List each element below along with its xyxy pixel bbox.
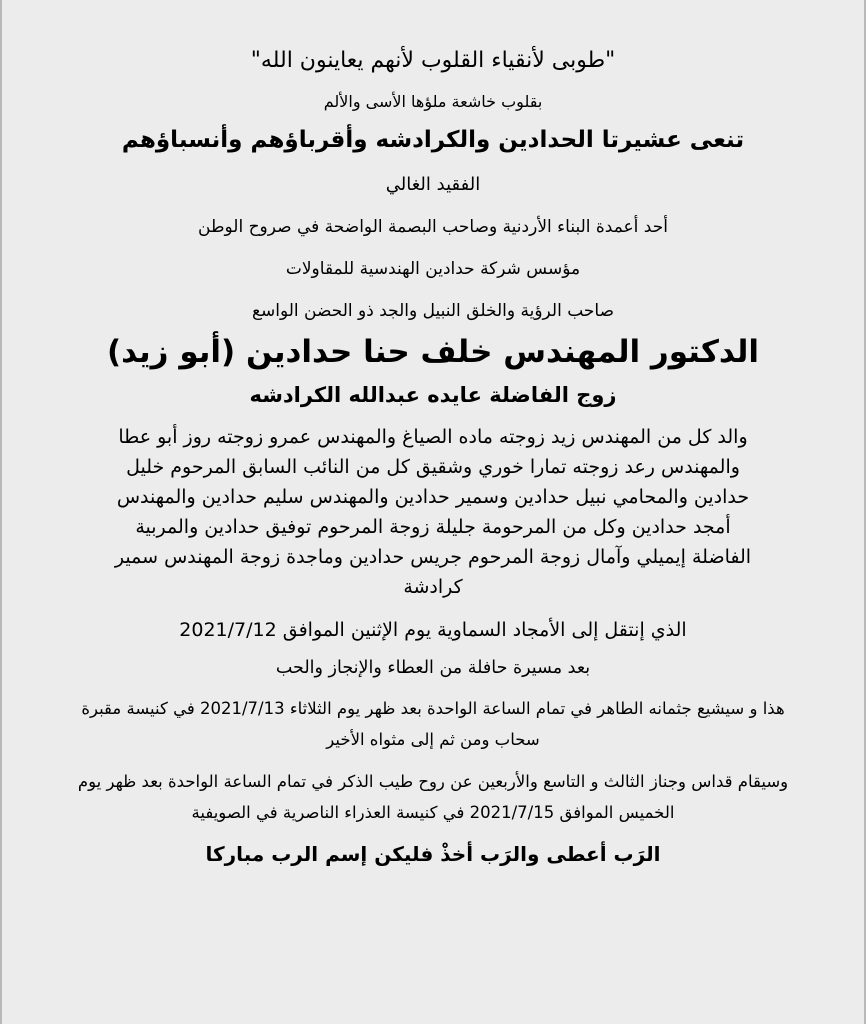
funeral-procession-line: هذا و سيشيع جثمانه الطاهر في تمام الساعة الواحدة بعد ظهر يوم الثلاثاء 2021/7/13 في كنيسة مقبرة سحاب ومن ثم إلى مثواه الأخير bbox=[81, 699, 785, 749]
legacy-line: بعد مسيرة حافلة من العطاء والإنجاز والحب bbox=[275, 658, 591, 678]
deceased-name-heading: الدكتور المهندس خلف حنا حدادين (أبو زيد) bbox=[106, 334, 760, 370]
family-relations-paragraph: والد كل من المهندس زيد زوجته ماده الصياغ والمهندس عمرو زوجته روز أبو عطا والمهندس رعد زوجته تمارا خوري وشقيق كل من النائب السابق المرحوم خليل حدادين والمحامي نبيل حدادين وسمير حدادين والمهندس سليم حدادين والمهندس أمجد حدادين وكل من المرحومة جليلة زوجة المرحوم توفيق حدادين والمربية الفاضلة إيميلي وآمال زوجة المرحوم جريس حدادين وماجدة زوجة المهندس سمير كرادشة bbox=[114, 426, 752, 598]
memorial-mass-line: وسيقام قداس وجناز الثالث و التاسع والأربعين عن روح طيب الذكر في تمام الساعة الواحدة بعد ظهر يوم الخميس الموافق 2021/7/15 في كنيسة العذراء الناصرية في الصويفية bbox=[77, 772, 789, 822]
tribute-line-3: صاحب الرؤية والخلق النبيل والجد ذو الحضن الواسع bbox=[251, 301, 615, 321]
clan-announcement-line: تنعى عشيرتا الحدادين والكرادشه وأقرباؤهم وأنسباؤهم bbox=[121, 127, 745, 153]
tribute-line-1: أحد أعمدة البناء الأردنية وصاحب البصمة الواضحة في صروح الوطن bbox=[198, 217, 668, 237]
scripture-quote-line: "طوبى لأنقياء القلوب لأنهم يعاينون الله" bbox=[250, 48, 616, 73]
deceased-intro-label: الفقيد الغالي bbox=[385, 174, 481, 195]
closing-verse: الرَب أعطى والرَب أخذْ فليكن إسم الرب مباركا bbox=[205, 842, 661, 866]
spouse-line: زوج الفاضلة عايده عبدالله الكرادشه bbox=[249, 383, 617, 407]
passing-date-line: الذي إنتقل إلى الأمجاد السماوية يوم الإثنين الموافق 2021/7/12 bbox=[179, 619, 687, 641]
mourning-subtitle: بقلوب خاشعة ملؤها الأسى والألم bbox=[323, 92, 543, 111]
tribute-line-2: مؤسس شركة حدادين الهندسية للمقاولات bbox=[285, 259, 581, 279]
